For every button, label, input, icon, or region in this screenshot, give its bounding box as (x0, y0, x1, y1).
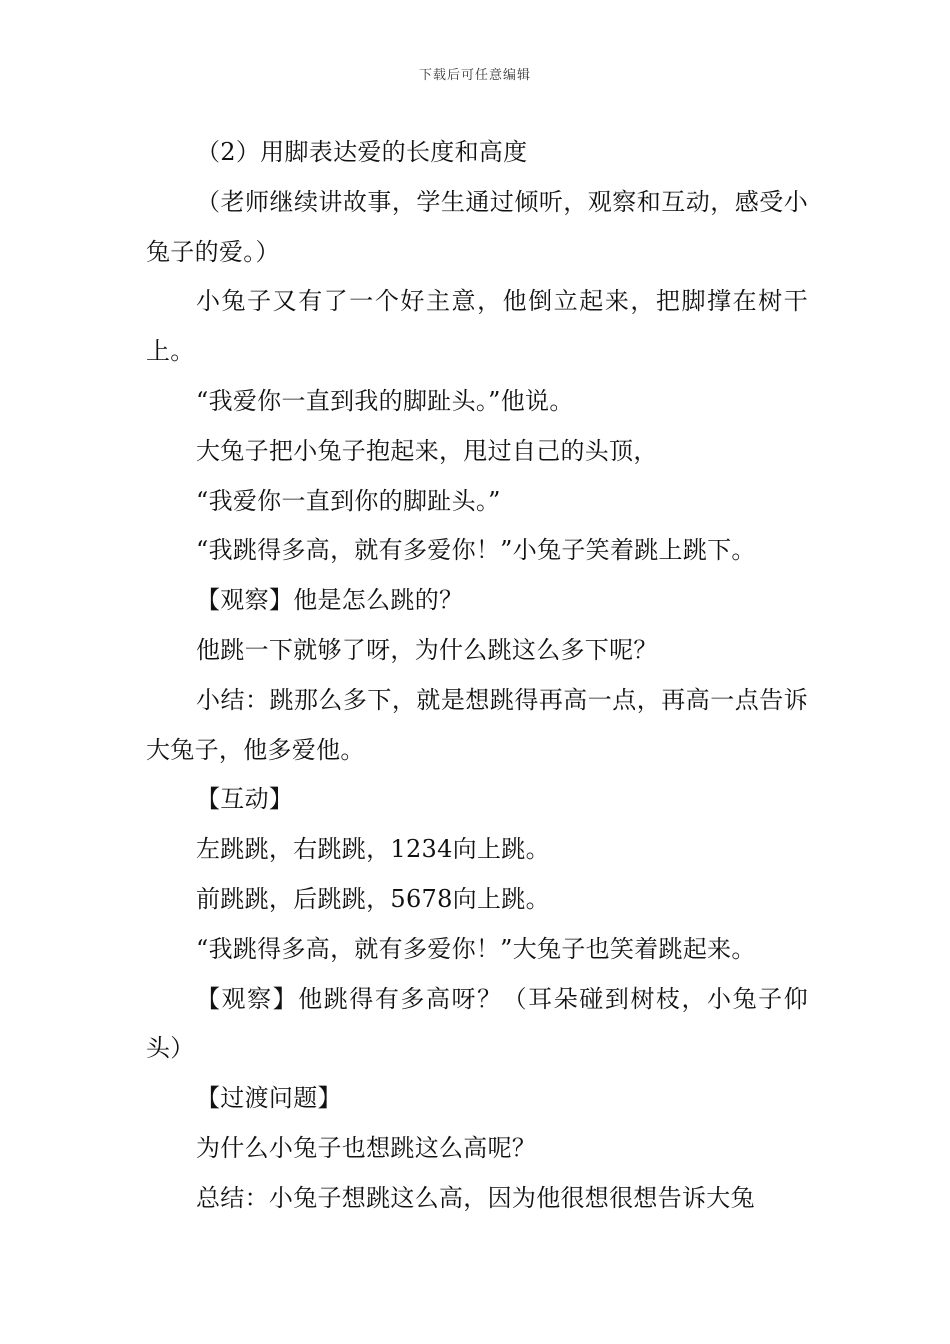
paragraph: 【过渡问题】 (196, 1084, 342, 1113)
paragraph: “我爱你一直到我的脚趾头。”他说。 (196, 386, 574, 415)
paragraph: 左跳跳，右跳跳，1234向上跳。 (196, 835, 550, 864)
paragraph: 前跳跳，后跳跳，5678向上跳。 (196, 884, 550, 913)
section-heading: （2）用脚表达爱的长度和高度 (196, 138, 528, 166)
page-header-note: 下载后可任意编辑 (418, 68, 531, 83)
paragraph: 【观察】他是怎么跳的？ (196, 586, 464, 615)
paragraph: （老师继续讲故事，学生通过倾听，观察和互动，感受小兔子的爱。） (146, 187, 808, 266)
paragraph: 大兔子把小兔子抱起来，甩过自己的头顶， (196, 436, 658, 465)
paragraph: “我跳得多高，就有多爱你！”小兔子笑着跳上跳下。 (196, 536, 756, 565)
paragraph: 为什么小兔子也想跳这么高呢？ (196, 1133, 537, 1162)
paragraph: 小兔子又有了一个好主意，他倒立起来，把脚撑在树干上。 (146, 287, 808, 366)
paragraph: 总结：小兔子想跳这么高，因为他很想很想告诉大兔 (196, 1183, 755, 1212)
paragraph: “我跳得多高，就有多爱你！”大兔子也笑着跳起来。 (196, 934, 756, 963)
paragraph: 小结：跳那么多下，就是想跳得再高一点，再高一点告诉大兔子，他多爱他。 (146, 685, 808, 764)
paragraph: 【观察】他跳得有多高呀？（耳朵碰到树枝，小兔子仰头） (146, 984, 808, 1063)
paragraph: “我爱你一直到你的脚趾头。” (196, 486, 501, 515)
document-body (146, 128, 808, 1224)
paragraph: 他跳一下就够了呀，为什么跳这么多下呢？ (196, 635, 658, 664)
paragraph: 【互动】 (196, 785, 294, 814)
